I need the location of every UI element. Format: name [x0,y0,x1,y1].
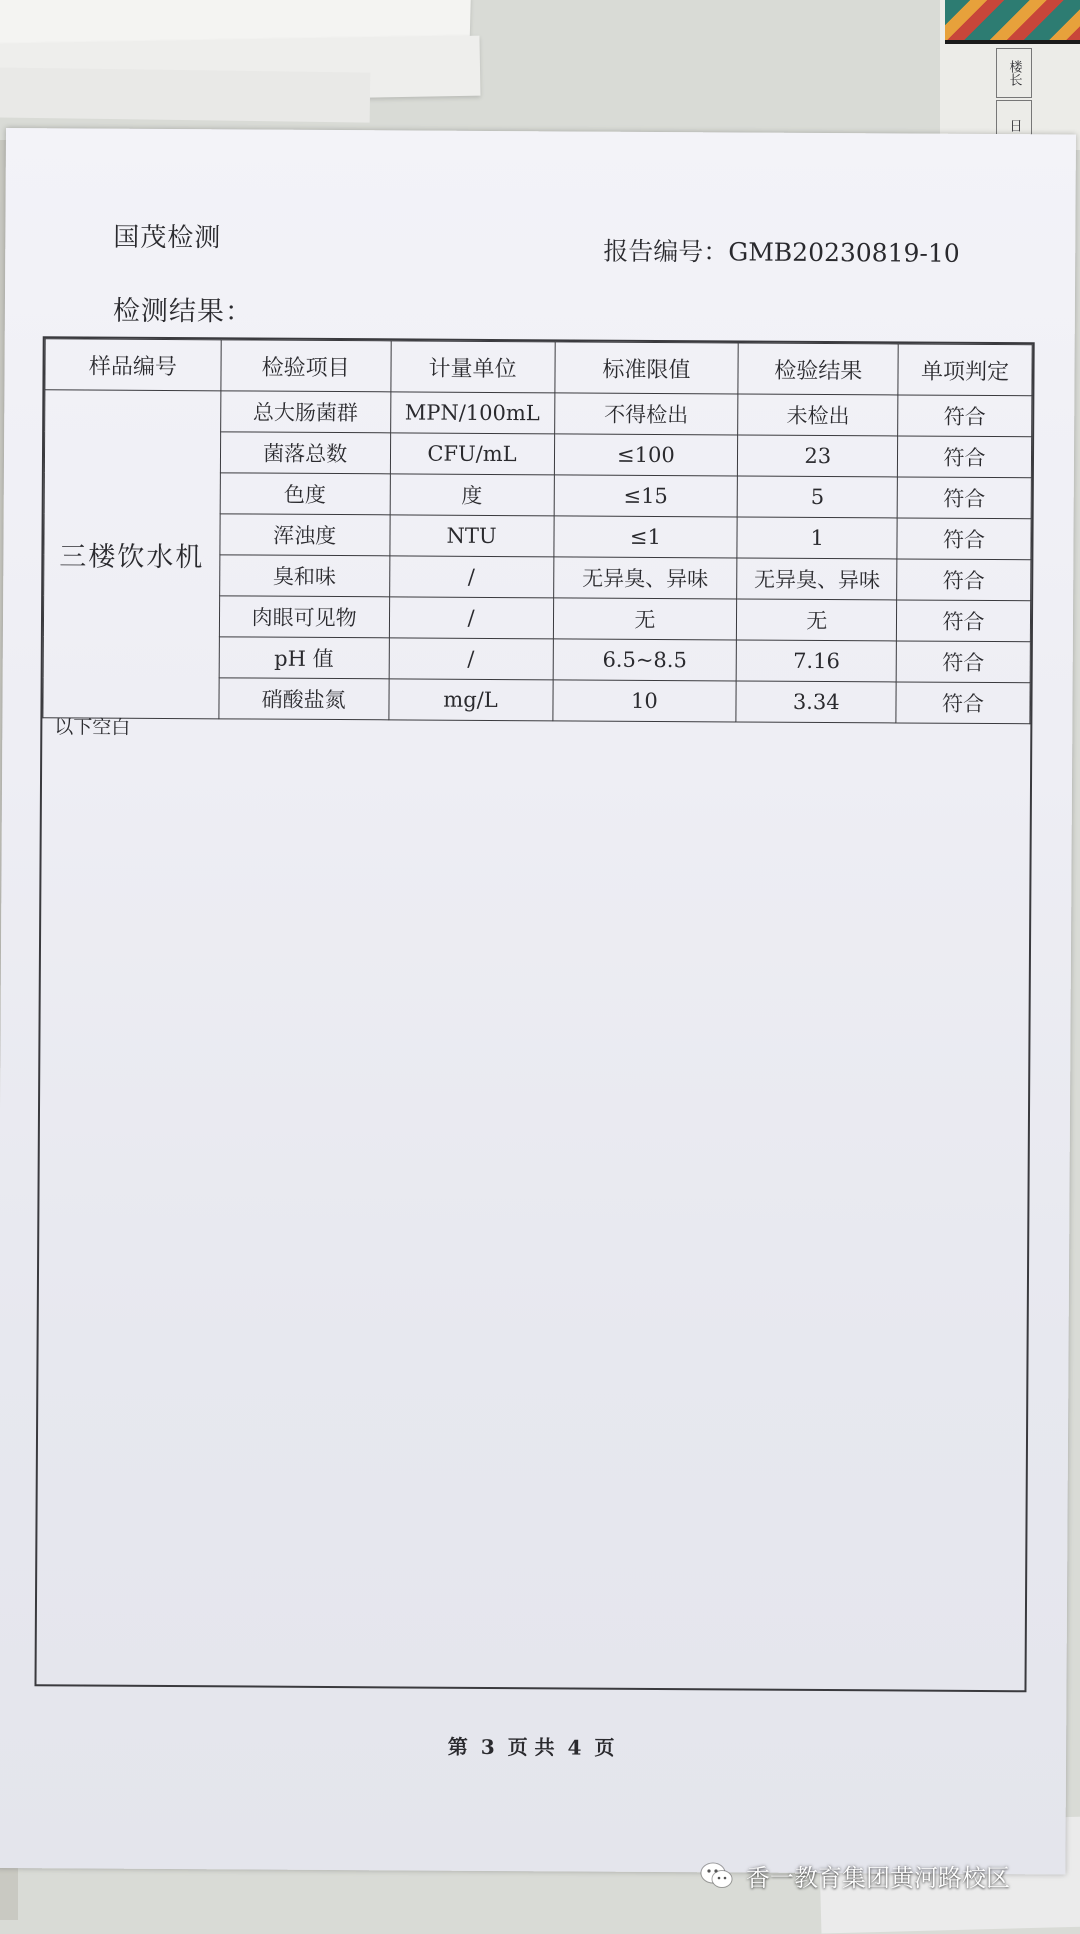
report-sheet [0,128,1076,1875]
results-heading: 检测结果： [112,295,253,328]
results-table [42,338,1032,724]
judgement-cell: 符合 [897,477,1031,519]
item-cell: pH 值 [219,637,389,679]
result-cell: 无 [737,599,897,641]
judgement-cell: 符合 [897,559,1031,601]
column-header: 样品编号 [45,339,221,391]
unit-cell: / [389,597,553,639]
limit-cell: 无异臭、异味 [553,557,737,599]
result-cell: 3.34 [736,681,896,723]
page-current: 3 [480,1734,495,1760]
limit-cell: 无 [553,598,737,640]
limit-cell: 不得检出 [554,393,738,435]
limit-cell: 6.5~8.5 [553,639,737,681]
limit-cell: ≤100 [554,434,738,476]
column-header: 检验项目 [221,340,391,392]
judgement-cell: 符合 [897,518,1031,560]
page-total: 4 [567,1735,582,1760]
company-name: 国茂检测 [113,222,222,254]
page-middle: 页 共 [507,1735,555,1760]
judgement-cell: 符合 [897,600,1031,642]
unit-cell: / [389,556,553,598]
item-cell: 硝酸盐氮 [219,678,389,720]
sample-id-cell: 三楼饮水机 [43,390,221,719]
table-header-row [45,339,1032,396]
judgement-cell: 符合 [896,682,1030,724]
watermark-text: 香一教育集团黄河路校区 [746,1864,1010,1892]
corner-cell: 日 [996,100,1032,150]
unit-cell: CFU/mL [390,433,554,475]
unit-cell: / [389,638,553,680]
judgement-cell: 符合 [896,641,1030,683]
unit-cell: MPN/100mL [390,392,554,434]
judgement-cell: 符合 [898,395,1032,437]
unit-cell: mg/L [388,679,552,721]
result-cell: 5 [737,476,897,518]
wechat-watermark [700,1858,1010,1893]
report-number-label: 报告编号： [603,236,729,267]
result-cell: 无异臭、异味 [737,558,897,600]
item-cell: 菌落总数 [220,432,390,474]
corner-cell: 楼长 [996,48,1032,98]
page-prefix: 第 [447,1734,468,1759]
limit-cell: 10 [552,680,736,722]
column-header: 标准限值 [554,342,738,394]
report-number-value: GMB20230819-10 [728,237,960,268]
item-cell: 肉眼可见物 [219,596,389,638]
background-paper [0,67,370,122]
item-cell: 色度 [220,473,390,515]
item-cell: 臭和味 [219,555,389,597]
result-cell: 未检出 [738,394,898,436]
unit-cell: NTU [389,515,553,557]
binder-cover [945,0,1080,44]
result-cell: 1 [737,517,897,559]
table-row [45,390,1032,437]
page-suffix: 页 [594,1735,615,1760]
blank-below-note: 以下空白 [54,716,131,739]
column-header: 单项判定 [898,344,1032,396]
report-number [603,232,960,270]
unit-cell: 度 [390,474,554,516]
item-cell: 总大肠菌群 [220,391,390,433]
results-frame [34,336,1034,1692]
result-cell: 23 [738,435,898,477]
column-header: 检验结果 [738,343,898,395]
page-number [0,1728,1066,1764]
limit-cell: ≤1 [553,516,737,558]
limit-cell: ≤15 [554,475,738,517]
judgement-cell: 符合 [898,436,1032,478]
item-cell: 浑浊度 [220,514,390,556]
wechat-icon [700,1862,734,1890]
result-cell: 7.16 [736,640,896,682]
column-header: 计量单位 [390,341,554,393]
